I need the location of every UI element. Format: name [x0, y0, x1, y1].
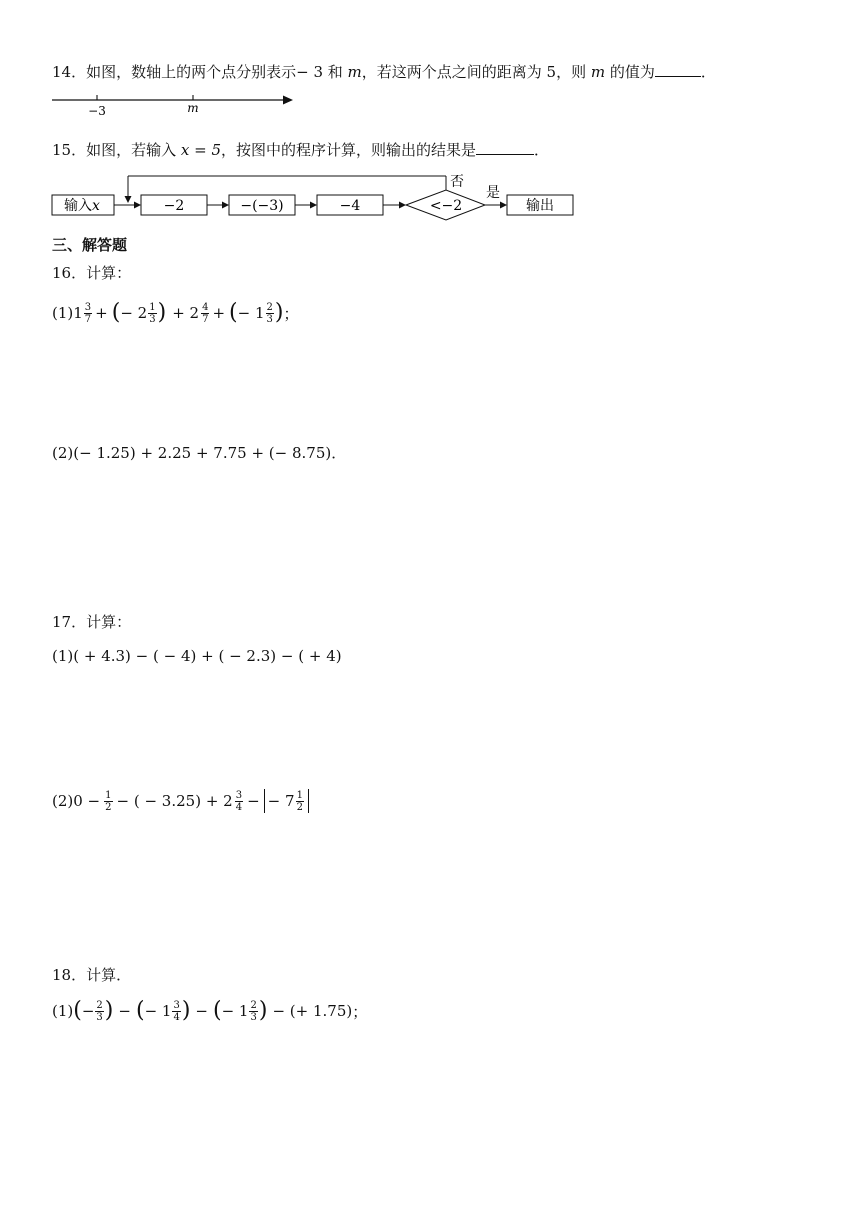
flow-input-label: 输入x — [64, 198, 100, 214]
question-18 — [52, 964, 131, 985]
tick-label-left: −3 — [88, 104, 106, 118]
fraction — [172, 1000, 180, 1023]
fraction — [235, 790, 243, 813]
arrow-right-icon — [500, 202, 507, 209]
q16-part-2 — [52, 442, 346, 463]
fraction-denominator: 4 — [173, 1011, 180, 1023]
part-label: (1) — [52, 647, 74, 665]
flow-step-3: −4 — [339, 198, 361, 214]
paren-open: ( — [73, 998, 82, 1023]
fraction-denominator: 2 — [105, 801, 112, 813]
paren-open: ( — [213, 998, 222, 1023]
absolute-value — [264, 789, 309, 813]
punctuation: ； — [352, 1002, 368, 1021]
fraction-numerator: 1 — [149, 301, 156, 313]
operator: − — [118, 1002, 131, 1020]
fraction-denominator: 3 — [250, 1011, 257, 1023]
question-16 — [52, 262, 131, 283]
fraction-numerator: 2 — [266, 301, 273, 313]
fraction-numerator: 4 — [202, 301, 209, 313]
operator: + — [212, 304, 226, 322]
mixed-whole: − 1 — [144, 1002, 172, 1020]
flow-no-label: 否 — [450, 174, 464, 190]
part-label: (1) — [52, 304, 74, 322]
fraction — [84, 302, 92, 325]
sign: − — [81, 1002, 95, 1020]
arrow-right-icon — [283, 96, 293, 105]
question-text: 和 — [323, 63, 348, 81]
punctuation: ． — [534, 141, 550, 159]
math-expression: 0 − — [73, 792, 101, 810]
paren-close: ) — [258, 998, 268, 1023]
operator: + 2 — [172, 304, 200, 322]
question-prompt: 计算： — [86, 613, 132, 631]
flow-step-1: −2 — [163, 198, 185, 214]
question-number: 15． — [52, 141, 87, 159]
question-number: 16． — [52, 264, 87, 282]
math-expression: − (+ 1.75) — [272, 1002, 353, 1020]
fraction-denominator: 4 — [235, 801, 243, 813]
operator: + — [95, 304, 108, 322]
mixed-whole: 1 — [73, 304, 83, 322]
answer-blank[interactable] — [655, 62, 701, 77]
operator: − — [195, 1002, 208, 1020]
fraction-denominator: 3 — [149, 313, 156, 325]
q16-part-1 — [52, 300, 299, 326]
paren-close: ) — [157, 300, 167, 325]
fraction-numerator: 3 — [84, 301, 92, 313]
punctuation: ． — [700, 63, 716, 81]
part-label: (1) — [52, 1002, 74, 1020]
flowchart-figure — [50, 170, 580, 222]
fraction-numerator: 3 — [235, 789, 243, 801]
flow-output-label: 输出 — [526, 198, 554, 214]
q18-part-1 — [52, 998, 367, 1024]
question-text: 如图，数轴上的两个点分别表示 — [86, 63, 297, 81]
question-17 — [52, 611, 131, 632]
flow-condition: <−2 — [429, 198, 463, 214]
fraction-denominator: 2 — [296, 801, 303, 813]
math-expression: (− 1.25) + 2.25 + 7.75 + (− 8.75) — [73, 444, 332, 462]
question-text: ，按图中的程序计算，则输出的结果是 — [220, 141, 476, 159]
math-expression: − ( − 3.25) + 2 — [116, 792, 233, 810]
paren-open: ( — [229, 300, 238, 325]
arrow-right-icon — [310, 202, 317, 209]
fraction-numerator: 2 — [96, 999, 103, 1011]
question-number: 18． — [52, 966, 87, 984]
fraction — [201, 302, 209, 325]
question-text: ，若这两个点之间的距离为 5，则 — [361, 63, 591, 81]
math-value: − 3 — [296, 63, 323, 81]
tick-label-right: m — [187, 101, 199, 115]
question-14 — [52, 61, 716, 82]
mixed-whole: − 7 — [267, 792, 295, 810]
paren-close: ) — [181, 998, 191, 1023]
fraction — [266, 302, 274, 325]
flow-step-2: −(−3) — [240, 198, 284, 214]
mixed-whole: − 1 — [237, 304, 265, 322]
mixed-whole: − 1 — [221, 1002, 249, 1020]
question-text: 如图，若输入 — [86, 141, 181, 159]
question-15 — [52, 139, 549, 160]
question-prompt: 计算： — [86, 264, 132, 282]
paren-close: ) — [274, 300, 284, 325]
fraction-numerator: 1 — [296, 789, 303, 801]
section-title: 三、解答题 — [52, 236, 128, 254]
question-number: 17． — [52, 613, 87, 631]
fraction-denominator: 3 — [266, 313, 273, 325]
arrow-right-icon — [222, 202, 229, 209]
fraction-denominator: 3 — [96, 1011, 103, 1023]
fraction — [95, 1000, 103, 1023]
paren-open: ( — [135, 998, 145, 1023]
part-label: (2) — [52, 792, 74, 810]
math-expression: ( + 4.3) − ( − 4) + ( − 2.3) − ( + 4) — [73, 647, 342, 665]
punctuation: ； — [283, 304, 299, 323]
punctuation: ． — [331, 444, 347, 462]
fraction — [148, 302, 156, 325]
fraction-denominator: 7 — [84, 313, 92, 325]
fraction-numerator: 1 — [105, 789, 112, 801]
arrow-down-icon — [125, 196, 132, 203]
math-variable: m — [590, 63, 606, 81]
fraction-denominator: 7 — [202, 313, 209, 325]
math-expression: x = 5 — [180, 141, 221, 159]
part-label: (2) — [52, 444, 74, 462]
fraction — [104, 790, 112, 813]
fraction-numerator: 2 — [250, 999, 257, 1011]
operator: − — [247, 792, 260, 810]
mixed-whole: − 2 — [120, 304, 148, 322]
answer-blank[interactable] — [476, 140, 534, 155]
q17-part-1 — [52, 647, 342, 665]
number-line-figure — [50, 90, 300, 120]
fraction-numerator: 3 — [173, 999, 180, 1011]
question-number: 14． — [52, 63, 87, 81]
flow-yes-label: 是 — [486, 185, 500, 201]
paren-open: ( — [111, 300, 121, 325]
paren-close: ) — [104, 998, 114, 1023]
fraction — [249, 1000, 257, 1023]
q17-part-2 — [52, 787, 309, 815]
arrow-right-icon — [134, 202, 141, 209]
question-prompt: 计算． — [86, 966, 132, 984]
question-text: 的值为 — [605, 63, 655, 81]
math-variable: m — [347, 63, 362, 81]
fraction — [296, 790, 304, 813]
